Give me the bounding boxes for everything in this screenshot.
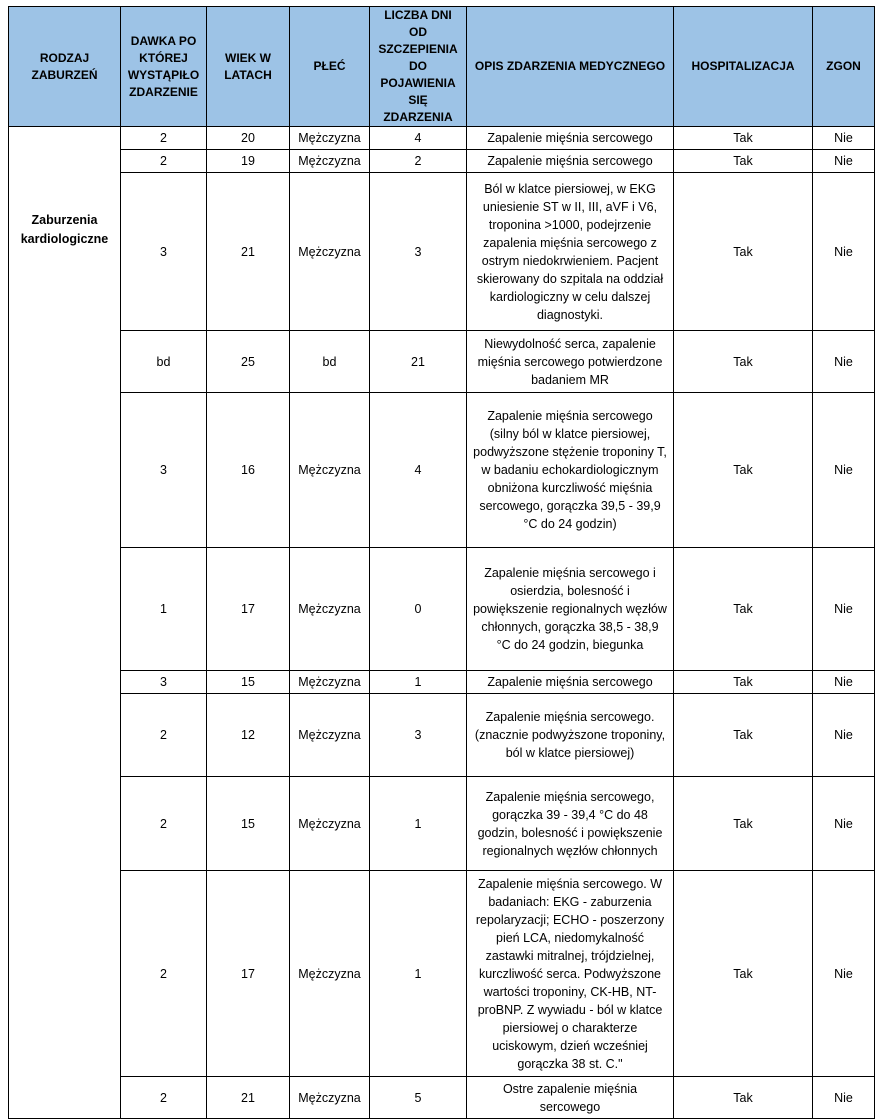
cell-dawka: 2	[121, 871, 207, 1077]
cell-dawka: 2	[121, 694, 207, 777]
table-row	[9, 671, 875, 694]
header-dawka: DAWKA PO KTÓREJ WYSTĄPIŁO ZDARZENIE	[121, 7, 207, 127]
cell-dni: 2	[370, 150, 467, 173]
cell-dawka: 2	[121, 150, 207, 173]
cell-zgon: Nie	[813, 1077, 875, 1119]
header-rodzaj: RODZAJ ZABURZEŃ	[9, 7, 121, 127]
cell-wiek: 16	[207, 393, 290, 548]
table-row	[9, 694, 875, 777]
cell-hospitalizacja: Tak	[674, 871, 813, 1077]
cell-hospitalizacja: Tak	[674, 777, 813, 871]
cell-opis: Zapalenie mięśnia sercowego	[467, 127, 674, 150]
cell-wiek: 19	[207, 150, 290, 173]
table-row	[9, 173, 875, 331]
table-row	[9, 331, 875, 393]
cell-hospitalizacja: Tak	[674, 694, 813, 777]
table-row	[9, 127, 875, 150]
cell-plec: Mężczyzna	[290, 127, 370, 150]
cell-hospitalizacja: Tak	[674, 150, 813, 173]
table-row	[9, 871, 875, 1077]
cell-dni: 1	[370, 671, 467, 694]
header-opis: OPIS ZDARZENIA MEDYCZNEGO	[467, 7, 674, 127]
cell-dni: 4	[370, 127, 467, 150]
cell-dawka: 3	[121, 671, 207, 694]
cell-zgon: Nie	[813, 548, 875, 671]
cell-wiek: 25	[207, 331, 290, 393]
cell-plec: Mężczyzna	[290, 777, 370, 871]
header-wiek: WIEK W LATACH	[207, 7, 290, 127]
cell-opis: Zapalenie mięśnia sercowego	[467, 671, 674, 694]
cell-plec: Mężczyzna	[290, 393, 370, 548]
cell-dawka: 2	[121, 1077, 207, 1119]
cell-dawka: bd	[121, 331, 207, 393]
cell-zgon: Nie	[813, 150, 875, 173]
cell-hospitalizacja: Tak	[674, 548, 813, 671]
cell-dni: 1	[370, 871, 467, 1077]
cell-wiek: 12	[207, 694, 290, 777]
cell-dawka: 1	[121, 548, 207, 671]
cell-dawka: 3	[121, 173, 207, 331]
cell-opis: Zapalenie mięśnia sercowego. (znacznie podwyższone troponiny, ból w klatce piersiowej)	[467, 694, 674, 777]
cell-plec: Mężczyzna	[290, 1077, 370, 1119]
cell-dni: 3	[370, 173, 467, 331]
table-row	[9, 548, 875, 671]
cell-plec: Mężczyzna	[290, 694, 370, 777]
header-row	[9, 7, 875, 127]
cell-opis: Zapalenie mięśnia sercowego, gorączka 39 - 39,4 °C do 48 godzin, bolesność i powiększenie regionalnych węzłów chłonnych	[467, 777, 674, 871]
category-cell: Zaburzenia kardiologiczne	[9, 127, 121, 1119]
cell-plec: Mężczyzna	[290, 548, 370, 671]
cell-dawka: 2	[121, 777, 207, 871]
cell-zgon: Nie	[813, 777, 875, 871]
cell-dni: 4	[370, 393, 467, 548]
cell-plec: Mężczyzna	[290, 671, 370, 694]
adverse-events-table	[8, 6, 875, 1119]
cell-dni: 5	[370, 1077, 467, 1119]
cell-zgon: Nie	[813, 127, 875, 150]
cell-dni: 3	[370, 694, 467, 777]
table-row	[9, 1077, 875, 1119]
cell-wiek: 20	[207, 127, 290, 150]
table-row	[9, 393, 875, 548]
header-dni: LICZBA DNI OD SZCZEPIENIA DO POJAWIENIA SIĘ ZDARZENIA	[370, 7, 467, 127]
cell-plec: Mężczyzna	[290, 871, 370, 1077]
cell-wiek: 21	[207, 1077, 290, 1119]
cell-opis: Zapalenie mięśnia sercowego. W badaniach: EKG - zaburzenia repolaryzacji; ECHO - poszerzony pień LCA, niedomykalność zastawki mitralnej, trójdzielnej, kurczliwość serca. Podwyższone wartości troponiny, CK-HB, NT-proBNP. Z wywiadu - ból w klatce piersiowej o charakterze uciskowym, dzień wcześniej gorączka 38 st. C."	[467, 871, 674, 1077]
cell-hospitalizacja: Tak	[674, 393, 813, 548]
header-plec: PŁEĆ	[290, 7, 370, 127]
cell-opis: Zapalenie mięśnia sercowego i osierdzia, bolesność i powiększenie regionalnych węzłów chłonnych, gorączka 38,5 - 38,9 °C do 24 godzin, biegunka	[467, 548, 674, 671]
cell-hospitalizacja: Tak	[674, 127, 813, 150]
cell-zgon: Nie	[813, 173, 875, 331]
cell-plec: Mężczyzna	[290, 150, 370, 173]
cell-dni: 0	[370, 548, 467, 671]
cell-hospitalizacja: Tak	[674, 671, 813, 694]
cell-dawka: 2	[121, 127, 207, 150]
cell-opis: Zapalenie mięśnia sercowego	[467, 150, 674, 173]
cell-hospitalizacja: Tak	[674, 1077, 813, 1119]
cell-wiek: 17	[207, 548, 290, 671]
cell-wiek: 15	[207, 671, 290, 694]
header-hospitalizacja: HOSPITALIZACJA	[674, 7, 813, 127]
cell-dni: 21	[370, 331, 467, 393]
cell-zgon: Nie	[813, 393, 875, 548]
cell-wiek: 21	[207, 173, 290, 331]
cell-zgon: Nie	[813, 694, 875, 777]
cell-wiek: 17	[207, 871, 290, 1077]
table-row	[9, 150, 875, 173]
header-zgon: ZGON	[813, 7, 875, 127]
cell-opis: Ból w klatce piersiowej, w EKG uniesienie ST w II, III, aVF i V6, troponina >1000, podejrzenie zapalenia mięśnia sercowego z ostrym niedokrwieniem. Pacjent skierowany do szpitala na oddział kardiologiczny w celu dalszej diagnostyki.	[467, 173, 674, 331]
cell-dawka: 3	[121, 393, 207, 548]
cell-plec: Mężczyzna	[290, 173, 370, 331]
cell-zgon: Nie	[813, 671, 875, 694]
cell-opis: Zapalenie mięśnia sercowego (silny ból w klatce piersiowej, podwyższone stężenie troponiny T, w badaniu echokardiologicznym obniżona kurczliwość mięśnia sercowego, gorączka 39,5 - 39,9 °C do 24 godzin)	[467, 393, 674, 548]
cell-opis: Ostre zapalenie mięśnia sercowego	[467, 1077, 674, 1119]
cell-opis: Niewydolność serca, zapalenie mięśnia sercowego potwierdzone badaniem MR	[467, 331, 674, 393]
cell-zgon: Nie	[813, 331, 875, 393]
cell-hospitalizacja: Tak	[674, 331, 813, 393]
cell-dni: 1	[370, 777, 467, 871]
cell-wiek: 15	[207, 777, 290, 871]
cell-plec: bd	[290, 331, 370, 393]
cell-hospitalizacja: Tak	[674, 173, 813, 331]
table-row	[9, 777, 875, 871]
cell-zgon: Nie	[813, 871, 875, 1077]
